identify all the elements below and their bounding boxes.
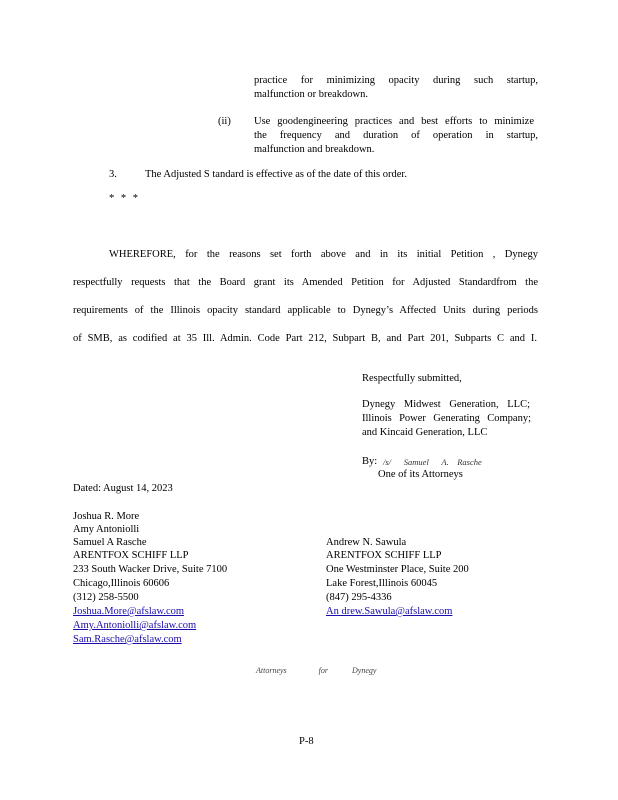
left-firm: ARENTFOX SCHIFF LLP	[73, 550, 189, 561]
list-continuation-line-2: malfunction or breakdown.	[254, 89, 369, 100]
item-ii-label: (ii)	[218, 116, 231, 127]
right-attorney-name: Andrew N. Sawula	[326, 537, 407, 548]
dated: Dated: August 14, 2023	[73, 483, 173, 494]
right-address-2: Lake Forest,Illinois 60045	[326, 578, 438, 589]
attorney-name-2: Amy Antoniolli	[73, 524, 140, 535]
item-3-text: The Adjusted S tandard is effective as of the date of this order.	[145, 169, 407, 180]
right-address-1: One Westminster Place, Suite 200	[326, 564, 469, 575]
item-3-label: 3.	[109, 169, 117, 180]
wherefore-line-1: WHEREFORE, for the reasons set forth above and in its initial Petition , Dynegy	[109, 249, 538, 260]
entity-line-3: and Kincaid Generation, LLC	[362, 427, 488, 438]
section-separator: * * *	[109, 193, 140, 204]
entity-line-1: Dynegy Midwest Generation, LLC;	[362, 399, 530, 410]
attorney-name-3: Samuel A Rasche	[73, 537, 147, 548]
signature: /s/ Samuel A. Rasche	[383, 457, 482, 467]
wherefore-line-3: requirements of the Illinois opacity standard applicable to Dynegy’s Affected Units during periods	[73, 305, 538, 316]
right-firm: ARENTFOX SCHIFF LLP	[326, 550, 442, 561]
page-number: P-8	[299, 736, 314, 747]
left-address-1: 233 South Wacker Drive, Suite 7100	[73, 564, 228, 575]
item-ii-line-2: the frequency and duration of operation in startup,	[254, 130, 538, 141]
left-phone: (312) 258-5500	[73, 592, 139, 603]
item-ii-line-1: Use goodengineering practices and best efforts to minimize	[254, 116, 534, 127]
email-link-sawula[interactable]: An drew.Sawula@afslaw.com	[326, 606, 453, 617]
email-link-rasche[interactable]: Sam.Rasche@afslaw.com	[73, 634, 182, 645]
signer-role: One of its Attorneys	[378, 469, 463, 480]
email-link-antoniolli[interactable]: Amy.Antoniolli@afslaw.com	[73, 620, 197, 631]
list-continuation-line-1: practice for minimizing opacity during such startup,	[254, 75, 538, 86]
item-ii-line-3: malfunction and breakdown.	[254, 144, 375, 155]
left-address-2: Chicago,Illinois 60606	[73, 578, 170, 589]
right-phone: (847) 295-4336	[326, 592, 392, 603]
wherefore-line-2: respectfully requests that the Board grant its Amended Petition for Adjusted Standardfrom the	[73, 277, 538, 288]
email-link-more[interactable]: Joshua.More@afslaw.com	[73, 606, 185, 617]
wherefore-line-4: of SMB, as codified at 35 Ill. Admin. Code Part 212, Subpart B, and Part 201, Subparts C and I.	[73, 333, 537, 344]
attorneys-for-dynegy: Attorneys for Dynegy	[256, 666, 377, 675]
entity-line-2: Illinois Power Generating Company;	[362, 413, 531, 424]
attorney-name-1: Joshua R. More	[73, 511, 140, 522]
by-label: By:	[362, 456, 378, 467]
respectfully-submitted: Respectfully submitted,	[362, 373, 462, 384]
